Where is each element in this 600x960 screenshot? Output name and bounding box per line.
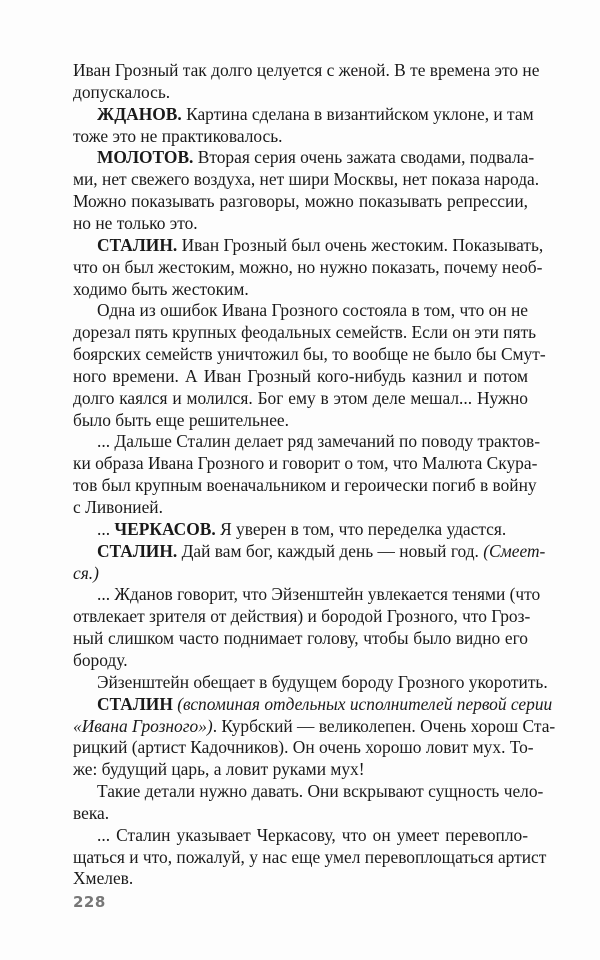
text-line: [73, 125, 528, 147]
text-line: [73, 321, 537, 343]
text-line: [73, 387, 528, 409]
text-run: ный слишком часто поднимает голову, чтобы было видно его: [73, 628, 528, 649]
text-line: [73, 452, 538, 474]
text-run: ...: [97, 518, 115, 539]
text-line: [73, 715, 556, 737]
text-line: [73, 409, 528, 431]
text-line: [73, 824, 528, 846]
text-run: рицкий (артист Кадочников). Он очень хорошо ловит мух. То-: [73, 737, 534, 758]
text-run: ... Дальше Сталин делает ряд замечаний по поводу трактов-: [97, 431, 541, 452]
text-line: [73, 627, 528, 649]
speaker-name: СТАЛИН.: [97, 540, 178, 561]
text-run: Можно показывать разговоры, можно показывать репрессии,: [73, 191, 528, 212]
text-line: [73, 867, 528, 889]
text-line: [73, 168, 540, 190]
text-line: [73, 365, 528, 387]
speaker-name: СТАЛИН: [97, 693, 173, 714]
text-run: щаться и что, пожалуй, у нас еще умел перевоплощаться артист: [73, 846, 547, 867]
text-run: Эйзенштейн обещает в будущем бороду Грозного укоротить.: [97, 671, 548, 692]
text-run: ходимо быть жестоким.: [73, 278, 249, 299]
text-line: [73, 474, 537, 496]
text-run: Иван Грозный был очень жестоким. Показывать,: [177, 234, 544, 255]
text-run: ки образа Ивана Грозного и говорит о том, что Малюта Скура-: [73, 453, 538, 474]
text-run: тов был крупным военачальником и героически погиб в войну: [73, 475, 537, 496]
text-line: [73, 540, 546, 562]
text-run: же: будущий царь, а ловит руками мух!: [73, 759, 365, 780]
text-run: Вторая серия очень зажата сводами, подвала-: [193, 147, 535, 168]
stage-direction: (Смеет-: [483, 540, 546, 561]
stage-direction: ся.): [73, 562, 99, 583]
text-run: что он был жестоким, можно, но нужно показать, почему необ-: [73, 256, 543, 277]
text-line: [73, 430, 541, 452]
text-run: бороду.: [73, 649, 128, 670]
text-run: допускалось.: [73, 81, 171, 102]
text-line: [73, 780, 544, 802]
text-line: [73, 278, 528, 300]
text-line: [73, 605, 531, 627]
text-line: [73, 299, 528, 321]
text-line: [73, 234, 544, 256]
text-run: ... Сталин указывает Черкасову, что он умеет перевопло-: [97, 824, 528, 845]
text-line: [73, 758, 528, 780]
speaker-name: МОЛОТОВ.: [97, 147, 194, 168]
text-line: [73, 496, 528, 518]
text-run: тоже это не практиковалось.: [73, 125, 283, 146]
text-run: Иван Грозный так долго целуется с женой. В те времена это не: [73, 60, 540, 80]
text-line: [73, 190, 528, 212]
text-line: [73, 693, 553, 715]
text-run: но не только это.: [73, 212, 198, 233]
stage-direction: «Ивана Грозного»): [73, 715, 213, 736]
stage-direction: (вспоминая отдельных исполнителей первой серии: [172, 693, 553, 714]
text-run: Картина сделана в византийском уклоне, и там: [181, 103, 534, 124]
text-line: [73, 103, 534, 125]
speaker-name: СТАЛИН.: [97, 234, 178, 255]
speaker-name: ЧЕРКАСОВ.: [114, 518, 216, 539]
text-line: [73, 146, 535, 168]
text-run: Одна из ошибок Ивана Грозного состояла в том, что он не: [97, 300, 528, 321]
text-run: . Курбский — великолепен. Очень хорош Ста-: [212, 715, 556, 736]
text-run: ного времени. А Иван Грозный кого-нибудь казнил и потом: [73, 365, 528, 386]
text-line: [73, 802, 528, 824]
text-run: боярских семейств уничтожил бы, то вообще не было бы Смут-: [73, 344, 546, 365]
text-line: [73, 649, 528, 671]
speaker-name: ЖДАНОВ.: [97, 103, 182, 124]
text-run: с Ливонией.: [73, 497, 163, 517]
page-number: 228: [73, 893, 106, 911]
text-line: [73, 59, 540, 81]
text-line: [73, 518, 528, 540]
text-run: Такие детали нужно давать. Они вскрывают сущность чело-: [97, 781, 544, 802]
text-run: Я уверен в том, что переделка удастся.: [215, 518, 507, 539]
text-line: [73, 583, 541, 605]
text-run: отвлекает зрителя от действия) и бородой Грозного, что Гроз-: [73, 606, 531, 627]
text-line: [73, 562, 528, 584]
text-line: [73, 736, 534, 758]
text-line: [73, 671, 548, 693]
text-run: ... Жданов говорит, что Эйзенштейн увлекается тенями (что: [97, 584, 541, 605]
text-line: [73, 846, 547, 868]
text-line: [73, 256, 543, 278]
text-run: века.: [73, 802, 110, 823]
text-run: Дай вам бог, каждый день — новый год.: [177, 540, 484, 561]
text-line: [73, 343, 546, 365]
text-line: [73, 212, 528, 234]
text-run: долго каялся и молился. Бог ему в этом деле мешал... Нужно: [73, 387, 528, 408]
text-run: дорезал пять крупных феодальных семейств. Если он эти пять: [73, 322, 537, 343]
text-run: Хмелев.: [73, 868, 134, 889]
text-line: [73, 81, 528, 103]
text-run: ми, нет свежего воздуха, нет шири Москвы, нет показа народа.: [73, 169, 540, 190]
text-run: было быть еще решительнее.: [73, 409, 289, 430]
